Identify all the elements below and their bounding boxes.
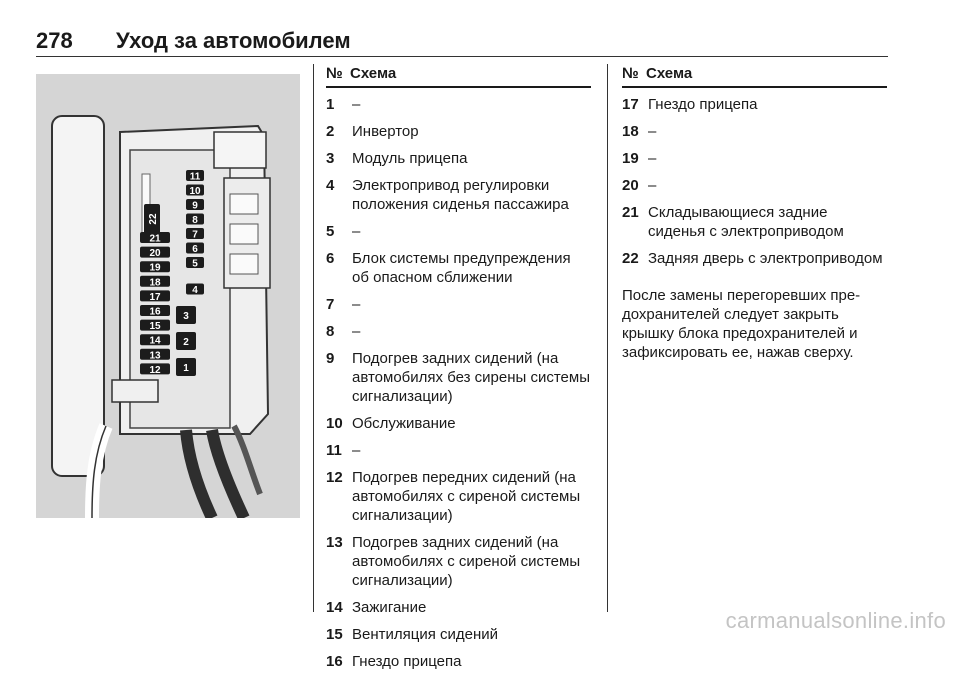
svg-text:12: 12 bbox=[149, 364, 161, 376]
fuse-number: 6 bbox=[326, 250, 335, 267]
table-row bbox=[326, 222, 591, 241]
page-number: 278 bbox=[36, 28, 73, 53]
fuse-number: 20 bbox=[622, 177, 639, 194]
svg-text:3: 3 bbox=[183, 311, 189, 322]
svg-text:2: 2 bbox=[183, 337, 189, 348]
fuse-description: Зажигание bbox=[352, 599, 427, 616]
table-row bbox=[622, 203, 887, 241]
fuse-number: 13 bbox=[326, 534, 343, 551]
table-row bbox=[326, 414, 591, 433]
column-number-header: № bbox=[326, 65, 343, 82]
table-row bbox=[326, 468, 591, 525]
table-row bbox=[326, 652, 591, 671]
table-row bbox=[326, 122, 591, 141]
fuse-description: Подогрев передних сидений (на автомобилях с сиреной системы сигнализации) bbox=[352, 469, 581, 524]
svg-text:17: 17 bbox=[149, 291, 161, 303]
table-row bbox=[622, 176, 887, 195]
relay-label bbox=[176, 306, 196, 324]
fuse-number: 3 bbox=[326, 150, 335, 167]
fuse-label bbox=[186, 214, 204, 227]
table-row bbox=[326, 149, 591, 168]
column-divider-2 bbox=[607, 64, 608, 612]
fuse-label bbox=[140, 276, 170, 289]
fuse-table-right bbox=[622, 64, 887, 362]
fuse-number: 11 bbox=[326, 442, 342, 459]
relay-label bbox=[176, 358, 196, 376]
fuse-number: 21 bbox=[622, 204, 639, 221]
relay-label bbox=[176, 332, 196, 350]
table-header bbox=[622, 64, 887, 86]
fuse-description: Электропривод регулировки положения сиденья пассажира bbox=[352, 177, 569, 213]
table-row bbox=[622, 122, 887, 141]
fuse-label bbox=[186, 185, 204, 198]
svg-text:18: 18 bbox=[149, 277, 161, 289]
table-row bbox=[622, 95, 887, 114]
table-row bbox=[622, 149, 887, 168]
table-row bbox=[326, 95, 591, 114]
table-row bbox=[326, 295, 591, 314]
column-scheme-header: Схема bbox=[646, 65, 693, 82]
fuse-label bbox=[186, 228, 204, 241]
fuse-replacement-note: После замены перегоревших предохранителей следует закрыть крышку блока предохранителей и зафиксировать ее, нажав сверху. bbox=[622, 287, 861, 361]
table-row bbox=[622, 249, 887, 268]
column-divider-1 bbox=[313, 64, 314, 612]
fuse-label bbox=[140, 305, 170, 318]
page-title: Уход за автомобилем bbox=[116, 28, 351, 53]
fuse-description: Подогрев задних сидений (на автомобилях с сиреной системы сигнализации) bbox=[352, 534, 581, 589]
fuse-table-left bbox=[326, 64, 591, 679]
fuse-number: 8 bbox=[326, 323, 335, 340]
column-scheme-header: Схема bbox=[350, 65, 397, 82]
fuse-number: 12 bbox=[326, 469, 343, 486]
fuse-number: 17 bbox=[622, 96, 639, 113]
fuse-label bbox=[144, 204, 160, 234]
fuse-number: 14 bbox=[326, 599, 343, 616]
fuse-label bbox=[186, 257, 204, 270]
fuse-description: – bbox=[352, 323, 361, 340]
fuse-description: Инвертор bbox=[352, 123, 419, 140]
fuse-number: 5 bbox=[326, 223, 335, 240]
watermark: carmanualsonline.info bbox=[725, 608, 946, 633]
fuse-box-illustration bbox=[36, 74, 300, 518]
svg-text:8: 8 bbox=[192, 215, 198, 226]
table-header-rule bbox=[326, 86, 591, 88]
fuse-number: 7 bbox=[326, 296, 335, 313]
fuse-description: – bbox=[352, 442, 361, 459]
fuse-label bbox=[140, 247, 170, 260]
fuse-description: Обслуживание bbox=[352, 415, 456, 432]
fuse-description: – bbox=[648, 150, 657, 167]
table-row bbox=[326, 322, 591, 341]
fuse-label bbox=[140, 320, 170, 333]
fuse-description: – bbox=[648, 177, 657, 194]
svg-text:22: 22 bbox=[148, 213, 159, 225]
svg-text:13: 13 bbox=[149, 350, 161, 362]
svg-text:20: 20 bbox=[149, 248, 161, 260]
table-row bbox=[326, 598, 591, 617]
table-row bbox=[326, 176, 591, 214]
svg-text:11: 11 bbox=[189, 171, 201, 183]
table-header bbox=[326, 64, 591, 86]
column-number-header: № bbox=[622, 65, 639, 82]
table-row bbox=[326, 249, 591, 287]
connector-top bbox=[214, 132, 266, 168]
svg-text:15: 15 bbox=[149, 321, 161, 333]
fuse-number: 18 bbox=[622, 123, 639, 140]
fuse-number: 22 bbox=[622, 250, 639, 267]
fuse-label bbox=[140, 232, 170, 245]
fuse-label bbox=[186, 243, 204, 256]
fuse-number: 19 bbox=[622, 150, 639, 167]
svg-text:7: 7 bbox=[192, 229, 198, 241]
table-row bbox=[326, 533, 591, 590]
fuse-description: Складывающиеся задние сиденья с электроприводом bbox=[648, 204, 844, 240]
svg-text:21: 21 bbox=[149, 233, 161, 245]
table-row bbox=[326, 349, 591, 406]
fuse-label bbox=[140, 349, 170, 362]
header-rule bbox=[36, 56, 888, 57]
fuse-description: – bbox=[648, 123, 657, 140]
table-header-rule bbox=[622, 86, 887, 88]
svg-text:19: 19 bbox=[149, 262, 161, 274]
fuse-label bbox=[186, 284, 204, 297]
table-row bbox=[326, 441, 591, 460]
fuse-number: 16 bbox=[326, 653, 343, 670]
fuse-number: 2 bbox=[326, 123, 335, 140]
svg-text:1: 1 bbox=[183, 363, 189, 374]
fuse-description: Блок системы предупреждения об опасном сближении bbox=[352, 250, 571, 286]
svg-text:16: 16 bbox=[149, 306, 161, 318]
fuse-label bbox=[140, 290, 170, 303]
svg-text:10: 10 bbox=[189, 186, 201, 197]
fuse-label bbox=[186, 199, 204, 212]
svg-text:9: 9 bbox=[192, 200, 198, 212]
fuse-number: 10 bbox=[326, 415, 343, 432]
svg-text:14: 14 bbox=[149, 335, 161, 347]
fuse-description: Подогрев задних сидений (на автомобилях без сирены системы сигнализации) bbox=[352, 350, 590, 405]
fuse-description: – bbox=[352, 296, 361, 313]
fuse-description: – bbox=[352, 223, 361, 240]
svg-text:5: 5 bbox=[192, 258, 198, 270]
fuse-box-lid bbox=[52, 116, 104, 476]
fuse-description: – bbox=[352, 96, 361, 113]
svg-text:6: 6 bbox=[192, 244, 198, 255]
fuse-number: 15 bbox=[326, 626, 343, 643]
fuse-description: Вентиляция сидений bbox=[352, 626, 499, 643]
fuse-label bbox=[140, 334, 170, 347]
fuse-label bbox=[140, 261, 170, 274]
page-header bbox=[36, 28, 888, 54]
fuse-description: Модуль прицепа bbox=[352, 150, 468, 167]
table-row bbox=[326, 625, 591, 644]
fuse-description: Гнездо прицепа bbox=[648, 96, 758, 113]
fuse-number: 1 bbox=[326, 96, 335, 113]
fuse-description: Гнездо прицепа bbox=[352, 653, 462, 670]
fuse-label bbox=[186, 170, 204, 183]
svg-text:4: 4 bbox=[192, 285, 198, 296]
fuse-label bbox=[140, 363, 170, 376]
fuse-description: Задняя дверь с электроприводом bbox=[648, 250, 883, 267]
fuse-number: 4 bbox=[326, 177, 335, 194]
fuse-number: 9 bbox=[326, 350, 335, 367]
